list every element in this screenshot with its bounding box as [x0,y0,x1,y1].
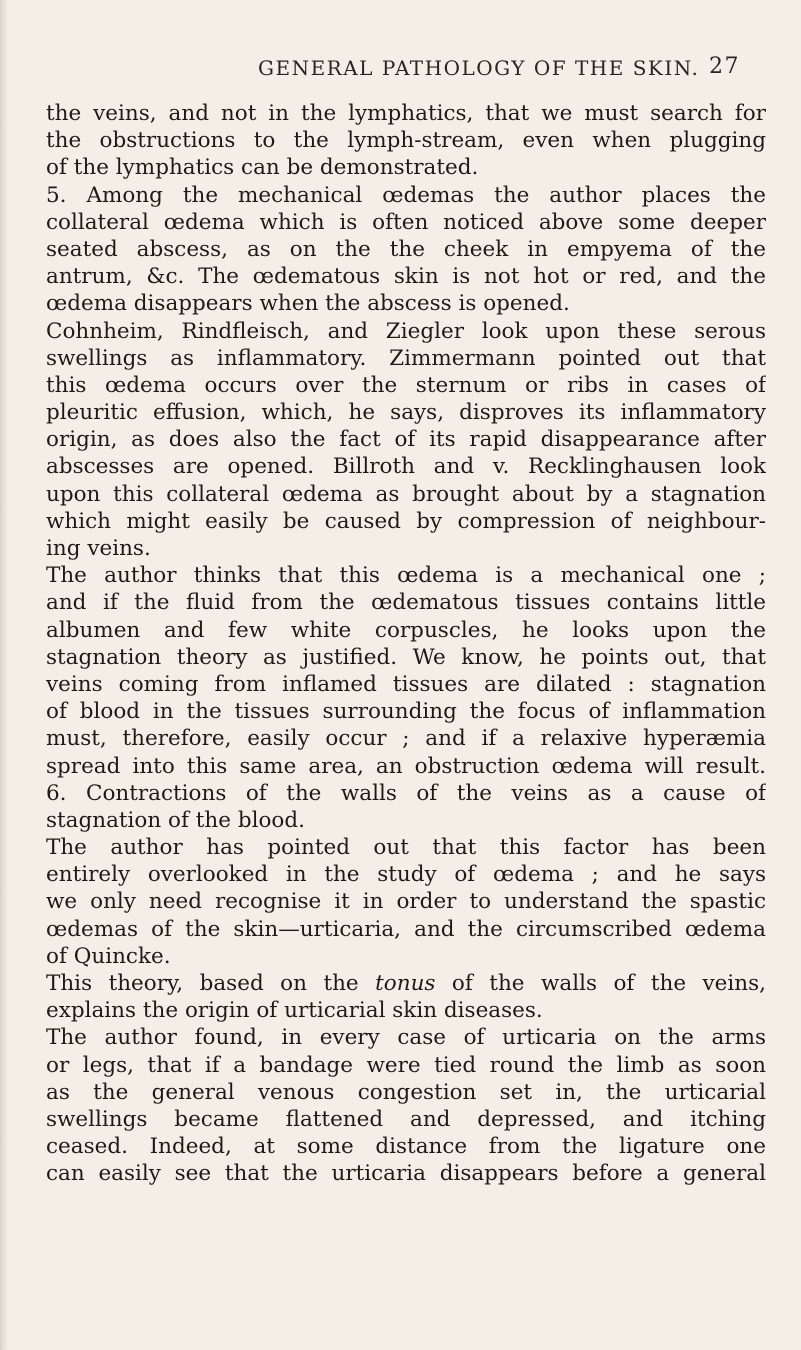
text-line: upon this collateral œdema as brought about by a stagnation [46,481,766,507]
text-line: as the general venous congestion set in, the urticarial [46,1079,766,1105]
text-line: swellings as inflammatory. Zimmermann pointed out that [46,345,766,371]
text-line: pleuritic effusion, which, he says, disproves its inflammatory [46,400,766,426]
text-line: of the lymphatics can be demonstrated. [46,155,479,181]
text-line: swellings became flattened and depressed, and itching [46,1106,766,1132]
text-line: must, therefore, easily occur ; and if a relaxive hyperæmia [46,726,766,752]
text-line: collateral œdema which is often noticed above some deeper [46,209,766,235]
text-line: and if the fluid from the œdematous tissues contains little [46,590,766,616]
text-line: ing veins. [46,536,151,561]
text-line: The author thinks that this œdema is a mechanical one ; [46,563,766,589]
text-line: explains the origin of urticarial skin diseases. [46,998,543,1024]
text-line: of blood in the tissues surrounding the focus of inflammation [46,699,766,725]
text-line: stagnation of the blood. [46,807,305,833]
text-line: we only need recognise it in order to understand the spastic [46,889,766,915]
text-line: œdemas of the skin—urticaria, and the circumscribed œdema [46,916,766,942]
italic-term: tonus [375,971,436,996]
body-text [46,100,766,1188]
text-line: Cohnheim, Rindfleisch, and Ziegler look upon these serous [46,318,766,344]
text-line: seated abscess, as on the the cheek in empyema of the [46,236,766,262]
page-edge-shadow [0,0,8,1350]
text-line: which might easily be caused by compression of neighbour- [46,508,766,534]
text-line [46,970,766,997]
text-line-part: of the walls of the veins, [435,971,766,996]
text-line: œdema disappears when the abscess is opened. [46,291,570,317]
text-line: abscesses are opened. Billroth and v. Recklinghausen look [46,454,766,480]
running-head-title: GENERAL PATHOLOGY OF THE SKIN. [258,56,700,80]
text-line: veins coming from inflamed tissues are dilated : stagnation [46,671,766,697]
text-line: The author has pointed out that this factor has been [46,835,766,861]
text-line: ceased. Indeed, at some distance from the ligature one [46,1134,766,1160]
text-line: can easily see that the urticaria disappears before a general [46,1161,766,1187]
text-line: albumen and few white corpuscles, he looks upon the [46,617,766,643]
text-line: 6. Contractions of the walls of the veins as a cause of [46,780,766,806]
text-line: stagnation theory as justified. We know, he points out, that [46,644,766,670]
text-line: 5. Among the mechanical œdemas the author places the [46,182,766,208]
text-line: or legs, that if a bandage were tied round the limb as soon [46,1052,766,1078]
text-line: the obstructions to the lymph-stream, even when plugging [46,128,766,154]
text-line-part: This theory, based on the [46,971,376,996]
text-line: origin, as does also the fact of its rapid disappearance after [46,427,766,453]
text-line: antrum, &c. The œdematous skin is not hot or red, and the [46,264,766,290]
text-line: of Quincke. [46,943,171,969]
text-line: the veins, and not in the lymphatics, that we must search for [46,101,766,126]
text-line: spread into this same area, an obstruction œdema will result. [46,753,766,779]
page-number: 27 [709,54,740,79]
text-line: The author found, in every case of urticaria on the arms [46,1025,766,1051]
text-line: entirely overlooked in the study of œdema ; and he says [46,862,766,888]
text-line: this œdema occurs over the sternum or ribs in cases of [46,372,766,398]
